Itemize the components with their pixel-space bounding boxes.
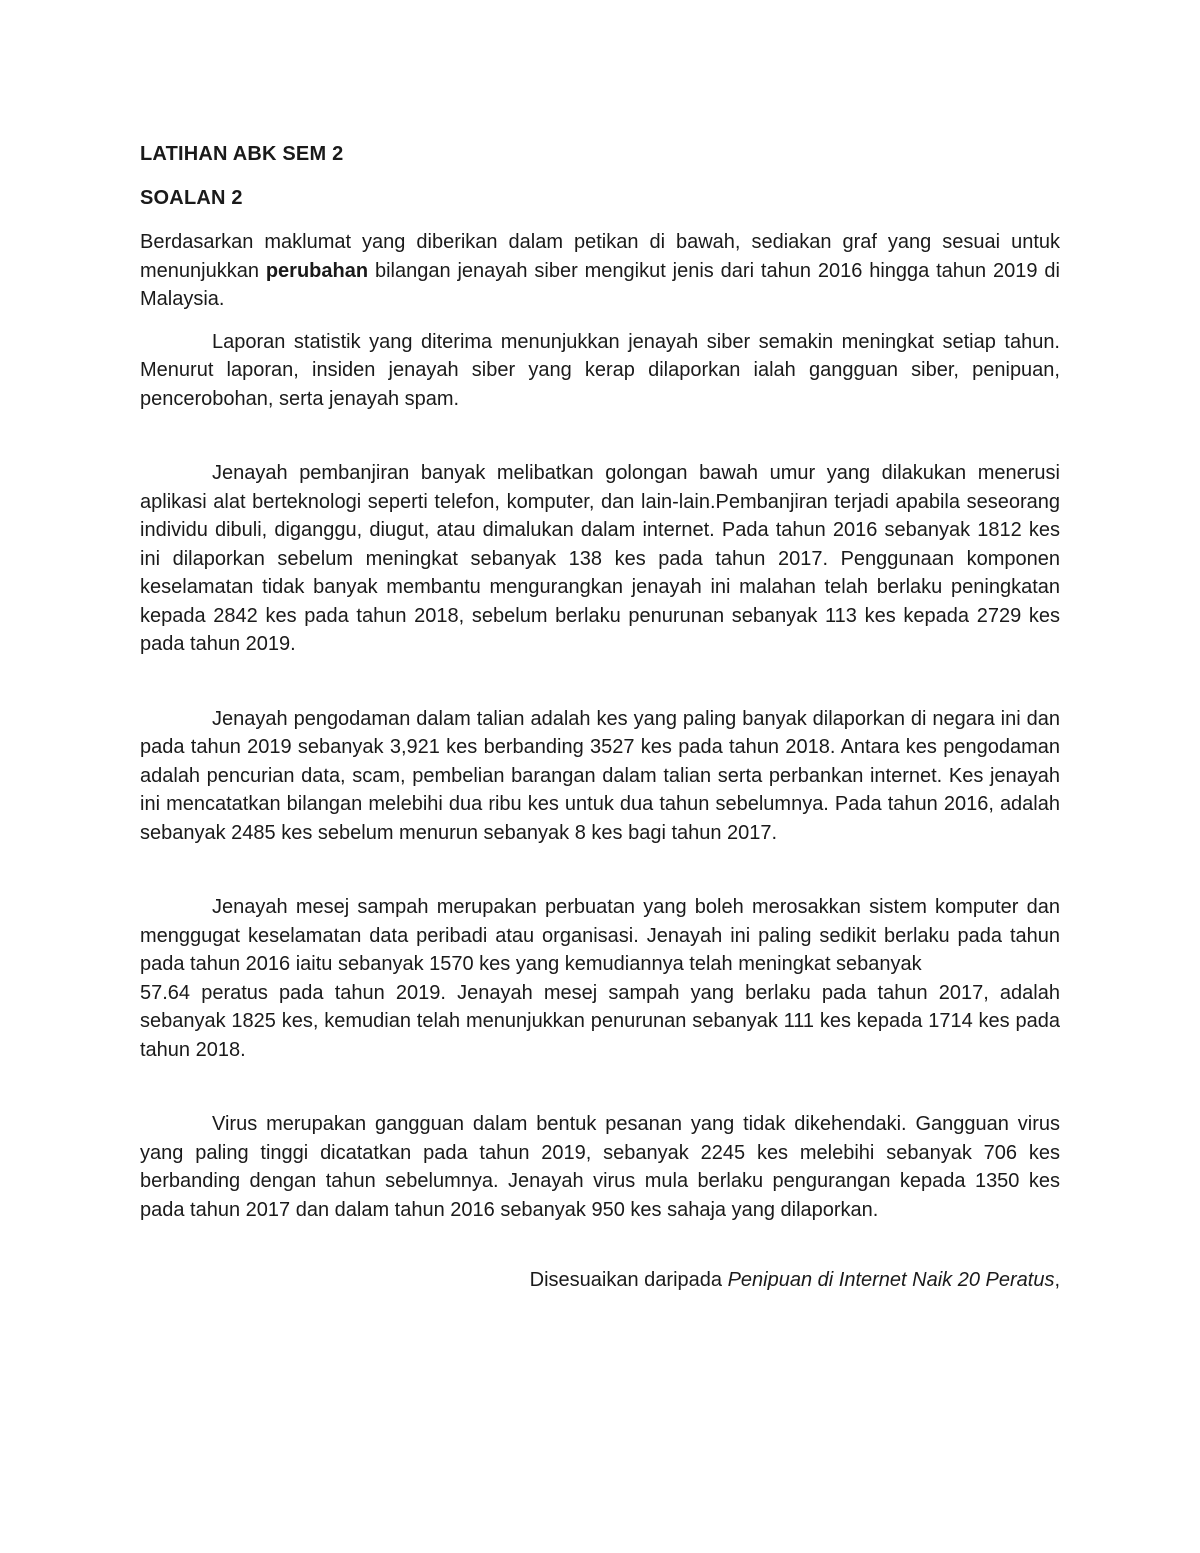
source-prefix: Disesuaikan daripada [529,1269,728,1291]
passage-paragraph-virus: Virus merupakan gangguan dalam bentuk pesanan yang tidak dikehendaki. Gangguan virus yang paling tinggi dicatatkan pada tahun 2019, sebanyak 2245 kes melebihi sebanyak 706 kes berbanding dengan tahun sebelumnya. Jenayah virus mula berlaku pengurangan kepada 1350 kes pada tahun 2017 dan dalam tahun 2016 sebanyak 950 kes sahaja yang dilaporkan. [140,1113,1060,1221]
instruction-bold-word: perubahan [265,259,369,282]
question-instruction [140,228,1060,314]
passage-paragraph-mesej-sampah [140,893,1060,1064]
passage-paragraph-intro: Laporan statistik yang diterima menunjukkan jenayah siber semakin meningkat setiap tahun. Menurut laporan, insiden jenayah siber yang kerap dilaporkan ialah gangguan siber, penipuan, pencerobohan, serta jenayah spam. [140,330,1060,410]
instruction-text-start: Berdasarkan maklumat yang diberikan dalam petikan di bawah, sediakan graf yang sesuai untuk menunjukkan [140,231,1060,282]
source-suffix: , [1054,1269,1060,1291]
passage-paragraph-pengodaman: Jenayah pengodaman dalam talian adalah kes yang paling banyak dilaporkan di negara ini dan pada tahun 2019 sebanyak 3,921 kes berbanding 3527 kes pada tahun 2018. Antara kes pengodaman adalah pencurian data, scam, pembelian barangan dalam talian serta perbankan internet. Kes jenayah ini mencatatkan bilangan melebihi dua ribu kes untuk dua tahun sebelumnya. Pada tahun 2016, adalah sebanyak 2485 kes sebelum menurun sebanyak 8 kes bagi tahun 2017. [140,707,1060,844]
source-article-title: Penipuan di Internet Naik 20 Peratus [727,1269,1055,1291]
spam-paragraph-second-part: 57.64 peratus pada tahun 2019. Jenayah mesej sampah yang berlaku pada tahun 2017, adalah sebanyak 1825 kes, kemudian telah menunjukkan penurunan sebanyak 111 kes kepada 1714 kes pada tahun 2018. [140,981,1060,1061]
spam-paragraph-first-part: Jenayah mesej sampah merupakan perbuatan yang boleh merosakkan sistem komputer dan menggugat keselamatan data peribadi atau organisasi. Jenayah ini paling sedikit berlaku pada tahun pada tahun 2016 iaitu sebanyak 1570 kes yang kemudiannya telah meningkat sebanyak [140,896,1060,975]
document-page [140,140,1060,1294]
passage-paragraph-pembanjiran: Jenayah pembanjiran banyak melibatkan golongan bawah umur yang dilakukan menerusi aplikasi alat berteknologi seperti telefon, komputer, dan lain-lain.Pembanjiran terjadi apabila seseorang individu dibuli, diganggu, diugut, atau dimalukan dalam internet. Pada tahun 2016 sebanyak 1812 kes ini dilaporkan sebelum meningkat sebanyak 138 kes pada tahun 2017. Penggunaan komponen keselamatan tidak banyak membantu mengurangkan jenayah ini malahan telah berlaku peningkatan kepada 2842 kes pada tahun 2018, sebelum berlaku penurunan sebanyak 113 kes kepada 2729 kes pada tahun 2019. [140,462,1060,655]
document-title: LATIHAN ABK SEM 2 [140,143,344,165]
instruction-text-end: bilangan jenayah siber mengikut jenis dari tahun 2016 hingga tahun 2019 di Malaysia. [140,259,1060,310]
question-number: SOALAN 2 [140,187,243,209]
source-citation [140,1266,1060,1294]
